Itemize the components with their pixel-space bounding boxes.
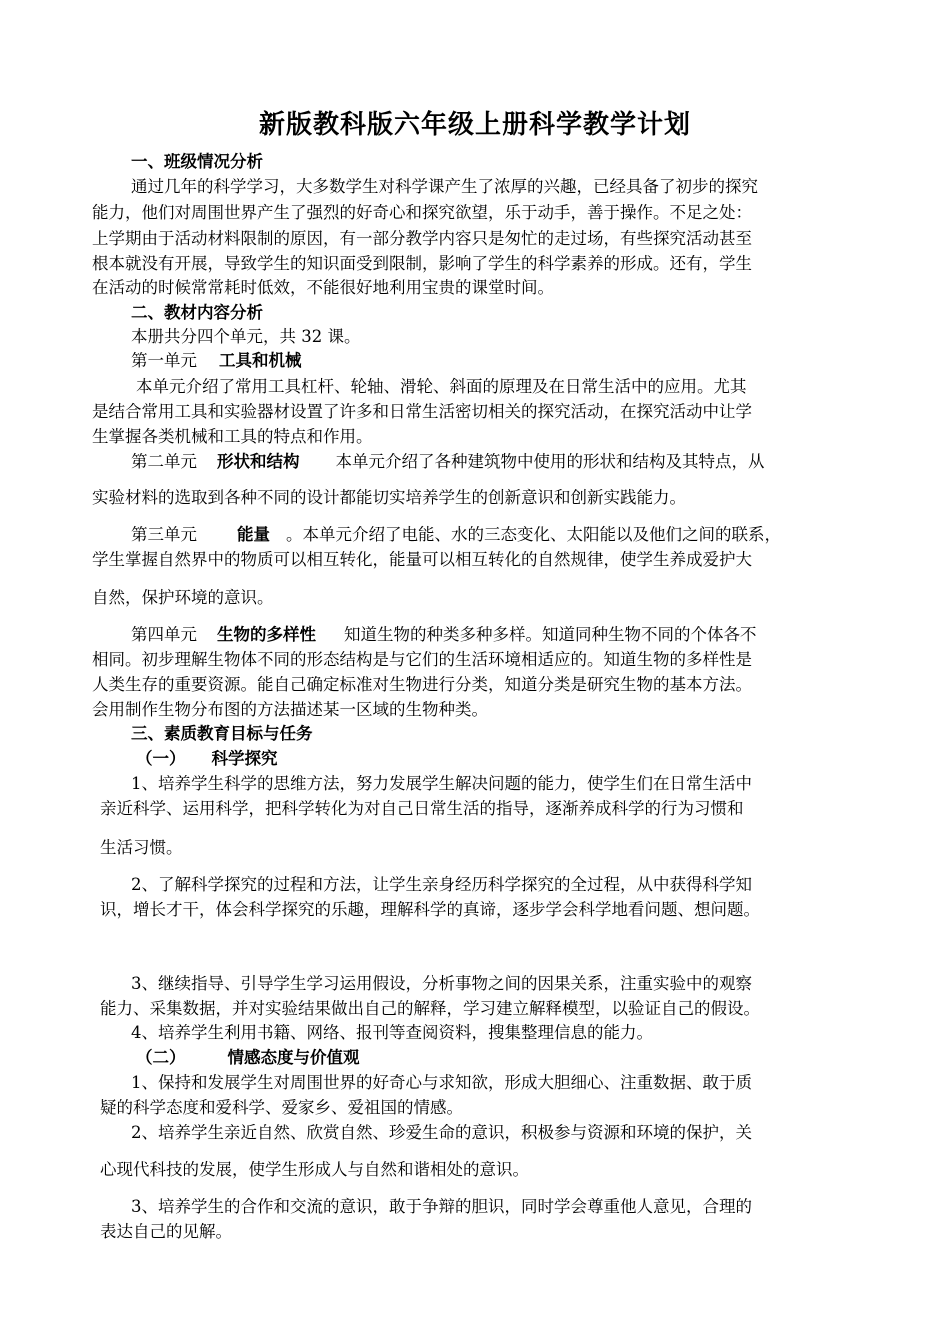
unit-1-label: 第一单元 — [131, 351, 197, 370]
unit-3-label: 第三单元 — [131, 525, 197, 544]
section-3-heading: 三、素质教育目标与任务 — [131, 724, 313, 743]
unit-4-line: 知道生物的种类多种多样。知道同种生物不同的个体各不 — [344, 625, 757, 644]
section-1-line: 在活动的时候常常耗时低效，不能很好地利用宝贵的课堂时间。 — [92, 278, 554, 297]
unit-1-line: 是结合常用工具和实验器材设置了许多和日常生活密切相关的探究活动，在探究活动中让学 — [92, 402, 752, 421]
unit-2-label: 第二单元 — [131, 452, 197, 471]
unit-2-heading — [131, 450, 765, 474]
goal-item-line: 1、保持和发展学生对周围世界的好奇心与求知欲，形成大胆细心、注重数据、敢于质 — [131, 1073, 752, 1092]
unit-4-line: 会用制作生物分布图的方法描述某一区域的生物种类。 — [92, 700, 488, 719]
goal-item-line: 1、培养学生科学的思维方法，努力发展学生解决问题的能力，使学生们在日常生活中 — [131, 774, 752, 793]
unit-3-line: 学生掌握自然界中的物质可以相互转化，能量可以相互转化的自然规律，使学生养成爱护大 — [92, 550, 752, 569]
subsection-2-number: （二） — [136, 1048, 186, 1067]
unit-2-line: 实验材料的选取到各种不同的设计都能切实培养学生的创新意识和创新实践能力。 — [92, 488, 686, 507]
unit-4-heading — [131, 623, 757, 647]
unit-2-line: 本单元介绍了各种建筑物中使用的形状和结构及其特点，从 — [335, 452, 765, 471]
goal-item-line: 疑的科学态度和爱科学、爱家乡、爱祖国的情感。 — [100, 1098, 463, 1117]
unit-4-line: 人类生存的重要资源。能自己确定标准对生物进行分类，知道分类是研究生物的基本方法。 — [92, 675, 752, 694]
section-1-line: 根本就没有开展，导致学生的知识面受到限制，影响了学生的科学素养的形成。还有，学生 — [92, 254, 752, 273]
goal-item-line: 3、继续指导、引导学生学习运用假设，分析事物之间的因果关系，注重实验中的观察 — [131, 974, 752, 993]
section-1-heading: 一、班级情况分析 — [131, 152, 263, 171]
unit-3-name: 能量 — [237, 525, 270, 544]
goal-item-line: 4、培养学生利用书籍、网络、报刊等查阅资料，搜集整理信息的能力。 — [131, 1023, 653, 1042]
unit-2-name: 形状和结构 — [217, 452, 300, 471]
unit-3-line: 。本单元介绍了电能、水的三态变化、太阳能以及他们之间的联系， — [286, 525, 781, 544]
unit-4-line: 相同。初步理解生物体不同的形态结构是与它们的生活环境相适应的。知道生物的多样性是 — [92, 650, 752, 669]
unit-1-line: 生掌握各类机械和工具的特点和作用。 — [92, 427, 373, 446]
section-1-line: 上学期由于活动材料限制的原因，有一部分教学内容只是匆忙的走过场，有些探究活动甚至 — [92, 229, 752, 248]
subsection-2-name: 情感态度与价值观 — [227, 1048, 360, 1067]
goal-item-line: 亲近科学、运用科学，把科学转化为对自己日常生活的指导，逐渐养成科学的行为习惯和 — [100, 799, 744, 818]
unit-4-label: 第四单元 — [131, 625, 197, 644]
section-1-line: 通过几年的科学学习，大多数学生对科学课产生了浓厚的兴趣，已经具备了初步的探究 — [131, 177, 758, 196]
goal-item-line: 表达自己的见解。 — [100, 1222, 232, 1241]
unit-1-heading — [131, 349, 302, 373]
unit-3-line: 自然，保护环境的意识。 — [92, 588, 274, 607]
goal-item-line: 2、培养学生亲近自然、欣赏自然、珍爱生命的意识，积极参与资源和环境的保护，关 — [131, 1123, 752, 1142]
unit-4-name: 生物的多样性 — [217, 625, 316, 644]
goal-item-line: 能力、采集数据，并对实验结果做出自己的解释，学习建立解释模型，以验证自己的假设。 — [100, 999, 760, 1018]
goal-item-line: 识，增长才干，体会科学探究的乐趣，理解科学的真谛，逐步学会科学地看问题、想问题。 — [100, 900, 760, 919]
section-1-line: 能力，他们对周围世界产生了强烈的好奇心和探究欲望，乐于动手，善于操作。不足之处： — [92, 203, 752, 222]
subsection-1-name: 科学探究 — [211, 749, 278, 768]
unit-3-heading — [131, 523, 781, 547]
document-title: 新版教科版六年级上册科学教学计划 — [258, 110, 691, 140]
goal-item-line: 心现代科技的发展，使学生形成人与自然和谐相处的意识。 — [100, 1160, 529, 1179]
section-2-heading: 二、教材内容分析 — [131, 303, 263, 322]
subsection-1-heading — [136, 747, 278, 771]
section-2-intro: 本册共分四个单元，共 32 课。 — [131, 327, 361, 346]
goal-item-line: 生活习惯。 — [100, 838, 183, 857]
subsection-2-heading — [136, 1046, 360, 1070]
goal-item-line: 2、了解科学探究的过程和方法，让学生亲身经历科学探究的全过程，从中获得科学知 — [131, 875, 752, 894]
goal-item-line: 3、培养学生的合作和交流的意识，敢于争辩的胆识，同时学会尊重他人意见，合理的 — [131, 1197, 752, 1216]
unit-1-name: 工具和机械 — [219, 351, 302, 370]
unit-1-line: 本单元介绍了常用工具杠杆、轮轴、滑轮、斜面的原理及在日常生活中的应用。尤其 — [136, 377, 747, 396]
subsection-1-number: （一） — [136, 749, 186, 768]
